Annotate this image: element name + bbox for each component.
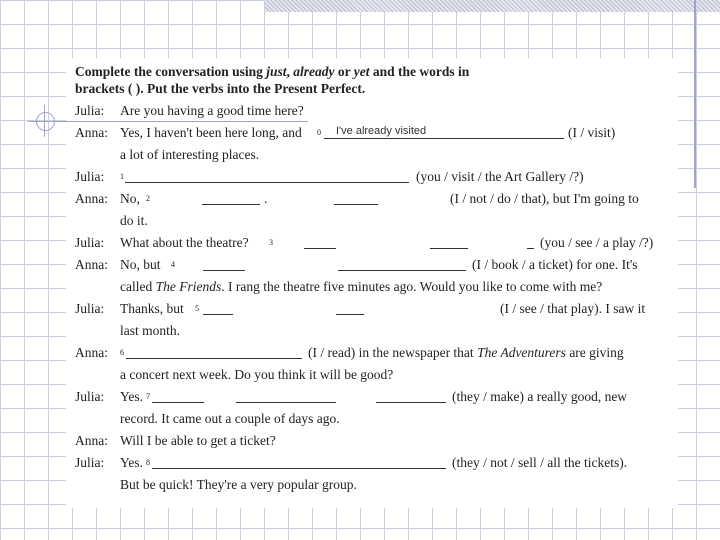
answer-blank[interactable] bbox=[126, 358, 302, 359]
dialogue-text: called The Friends. I rang the theatre five minutes ago. Would you like to come with me? bbox=[120, 279, 603, 294]
dialogue-line bbox=[66, 408, 678, 430]
verb-hint: (they / make) a really good, new bbox=[452, 389, 628, 404]
dialogue-text: Thanks, but bbox=[120, 301, 184, 316]
play-title: The Friends bbox=[155, 279, 222, 294]
decorative-circle bbox=[36, 112, 55, 131]
dialogue-line bbox=[66, 166, 678, 188]
answer-blank[interactable] bbox=[202, 204, 260, 205]
answer-blank[interactable] bbox=[203, 314, 233, 315]
dialogue-text: record. It came out a couple of days ago. bbox=[120, 411, 340, 426]
decorative-vertical-line bbox=[694, 0, 696, 188]
dialogue-line bbox=[66, 452, 678, 474]
speaker-label: Anna: bbox=[75, 257, 108, 272]
gap-number: 8 bbox=[146, 458, 150, 467]
dialogue-line bbox=[66, 232, 678, 254]
gap-number: 2 bbox=[146, 194, 150, 203]
dialogue-line bbox=[66, 276, 678, 298]
verb-hint: (you / visit / the Art Gallery /?) bbox=[416, 169, 584, 184]
gap-number: 0 bbox=[317, 128, 321, 137]
dialogue-text: (I / read) in the newspaper that The Adventurers are giving bbox=[308, 345, 624, 360]
example-answer: I've already visited bbox=[336, 125, 427, 137]
dialogue-line bbox=[66, 100, 678, 122]
dialogue-text: a lot of interesting places. bbox=[120, 147, 260, 162]
gap-number: 4 bbox=[171, 260, 175, 269]
speaker-label: Julia: bbox=[75, 301, 105, 316]
speaker-label: Anna: bbox=[75, 433, 108, 448]
answer-blank[interactable] bbox=[125, 182, 409, 183]
keyword-already: already bbox=[293, 64, 335, 79]
band-name: The Adventurers bbox=[477, 345, 566, 360]
answer-blank[interactable] bbox=[430, 248, 468, 249]
dialogue-line bbox=[66, 342, 678, 364]
keyword-yet: yet bbox=[353, 64, 370, 79]
dialogue-line bbox=[66, 144, 678, 166]
instructions-line-2: brackets ( ). Put the verbs into the Present Perfect. bbox=[75, 81, 366, 96]
decorative-circle-axis bbox=[44, 105, 45, 137]
dialogue-line bbox=[66, 188, 678, 210]
instructions bbox=[75, 63, 665, 97]
dialogue-line bbox=[66, 210, 678, 232]
answer-blank[interactable] bbox=[304, 248, 336, 249]
dialogue-line bbox=[66, 320, 678, 342]
speaker-label: Julia: bbox=[75, 389, 105, 404]
answer-blank[interactable] bbox=[152, 468, 446, 469]
dialogue-text: But be quick! They're a very popular group. bbox=[120, 477, 357, 492]
dialogue-line bbox=[66, 122, 678, 144]
dialogue-line bbox=[66, 430, 678, 452]
answer-blank[interactable] bbox=[236, 402, 336, 403]
dialogue-text: Yes. bbox=[120, 455, 144, 470]
dialogue-line bbox=[66, 254, 678, 276]
answer-blank[interactable] bbox=[376, 402, 446, 403]
dialogue-line bbox=[66, 474, 678, 496]
dialogue-line bbox=[66, 386, 678, 408]
dialogue-text: Are you having a good time here? bbox=[120, 103, 304, 118]
speaker-label: Julia: bbox=[75, 235, 105, 250]
answer-blank[interactable] bbox=[338, 270, 466, 271]
dialogue-text: What about the theatre? bbox=[120, 235, 249, 250]
answer-blank[interactable] bbox=[152, 402, 204, 403]
speaker-label: Anna: bbox=[75, 191, 108, 206]
answer-blank[interactable] bbox=[203, 270, 245, 271]
dialogue-text: No, bbox=[120, 191, 140, 206]
dialogue-text: do it. bbox=[120, 213, 148, 228]
verb-hint: (they / not / sell / all the tickets). bbox=[452, 455, 628, 470]
answer-blank[interactable] bbox=[336, 314, 364, 315]
instructions-line-1: Complete the conversation using just, already or yet and the words in bbox=[75, 64, 470, 79]
keyword-just: just bbox=[266, 64, 287, 79]
decorative-horizontal-line bbox=[28, 121, 308, 122]
verb-hint: (you / see / a play /?) bbox=[540, 235, 654, 250]
verb-hint: (I / visit) bbox=[568, 125, 616, 140]
dialogue-text: Will I be able to get a ticket? bbox=[120, 433, 276, 448]
gap-number: 1 bbox=[120, 172, 124, 181]
speaker-label: Anna: bbox=[75, 345, 108, 360]
answer-blank[interactable] bbox=[324, 138, 564, 139]
dialogue-text: last month. bbox=[120, 323, 180, 338]
verb-hint: (I / book / a ticket) for one. It's bbox=[472, 257, 638, 272]
dialogue-text: a concert next week. Do you think it will be good? bbox=[120, 367, 394, 382]
speaker-label: Julia: bbox=[75, 103, 105, 118]
gap-number: 7 bbox=[146, 392, 150, 401]
gap-number: 6 bbox=[120, 348, 124, 357]
answer-blank[interactable] bbox=[334, 204, 378, 205]
verb-hint: (I / not / do / that), but I'm going to bbox=[450, 191, 639, 206]
dialogue-text: No, but bbox=[120, 257, 161, 272]
dialogue-text: Yes. bbox=[120, 389, 144, 404]
worksheet bbox=[66, 58, 678, 508]
top-decorative-band bbox=[265, 0, 720, 12]
dialogue-line bbox=[66, 364, 678, 386]
speaker-label: Julia: bbox=[75, 455, 105, 470]
answer-blank[interactable] bbox=[527, 248, 534, 249]
dialogue-line bbox=[66, 298, 678, 320]
punctuation: . bbox=[264, 191, 268, 206]
gap-number: 3 bbox=[269, 238, 273, 247]
verb-hint: (I / see / that play). I saw it bbox=[500, 301, 646, 316]
speaker-label: Julia: bbox=[75, 169, 105, 184]
speaker-label: Anna: bbox=[75, 125, 108, 140]
gap-number: 5 bbox=[195, 304, 199, 313]
dialogue-text: Yes, I haven't been here long, and bbox=[120, 125, 302, 140]
